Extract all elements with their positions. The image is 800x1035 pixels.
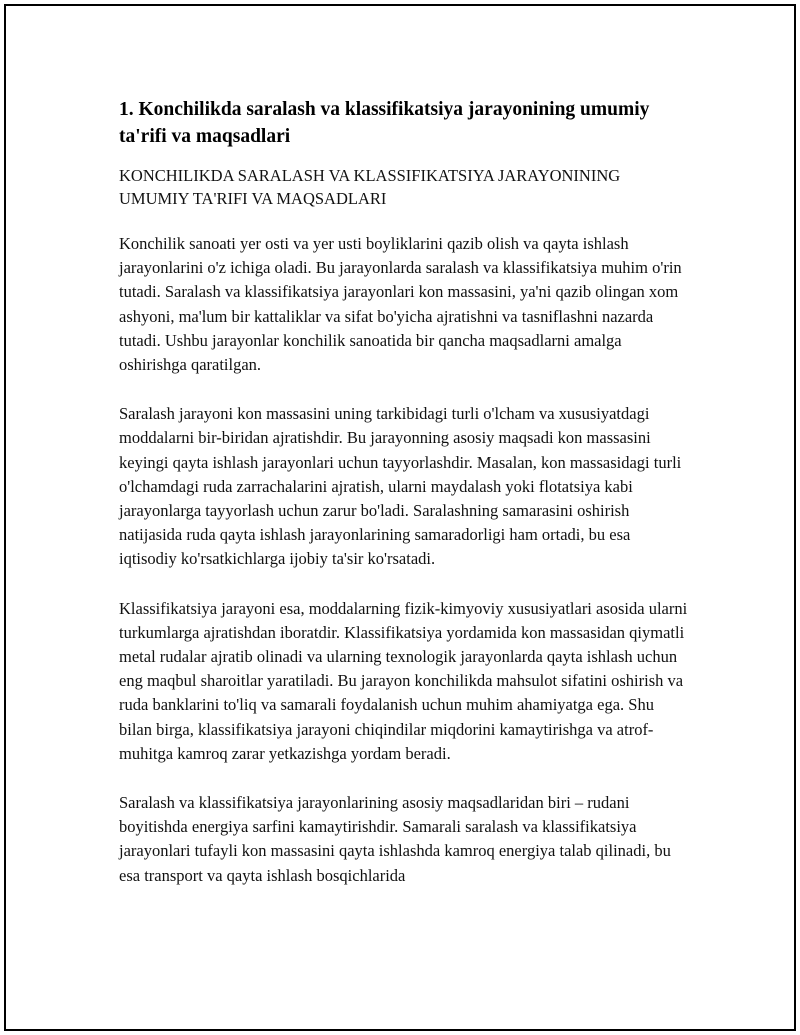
page-frame	[4, 4, 796, 1031]
paragraph-2: Saralash jarayoni kon massasini uning tarkibidagi turli o'lcham va xususiyatdagi moddalarni bir-biridan ajratishdir. Bu jarayonning asosiy maqsadi kon massasini keyingi qayta ishlash jarayonlari uchun tayyorlashdir. Masalan, kon massasidagi turli o'lchamdagi ruda zarrachalarini ajratish, ularni maydalash yoki flotatsiya kabi jarayonlarga tayyorlash uchun zarur bo'ladi. Saralashning samarasini oshirish natijasida ruda qayta ishlash jarayonlarining samaradorligi ham ortadi, bu esa iqtisodiy ko'rsatkichlarga ijobiy ta'sir ko'rsatadi.	[119, 404, 682, 569]
paragraph-1: Konchilik sanoati yer osti va yer usti boyliklarini qazib olish va qayta ishlash jarayonlarini o'z ichiga oladi. Bu jarayonlarda saralash va klassifikatsiya muhim o'rin tutadi. Saralash va klassifikatsiya jarayonlari kon massasini, ya'ni qazib olingan xom ashyoni, ma'lum bir kattaliklar va sifat bo'yicha ajratishni va tasniflashni nazarda tutadi. Ushbu jarayonlar konchilik sanoatida bir qancha maqsadlarni amalga oshirishga qaratilgan.	[119, 234, 682, 375]
document-heading: 1. Konchilikda saralash va klassifikatsiya jarayonining umumiy ta'rifi va maqsadlari	[119, 99, 650, 147]
document-subheading: KONCHILIKDA SARALASH VA KLASSIFIKATSIYA JARAYONINING UMUMIY TA'RIFI VA MAQSADLARI	[119, 166, 621, 208]
paragraph-4: Saralash va klassifikatsiya jarayonlarining asosiy maqsadlaridan biri – rudani boyitishda energiya sarfini kamaytirishdir. Samarali saralash va klassifikatsiya jarayonlari tufayli kon massasini qayta ishlashda kamroq energiya talab qilinadi, bu esa transport va qayta ishlash bosqichlarida	[119, 793, 671, 885]
paragraph-3: Klassifikatsiya jarayoni esa, moddalarning fizik-kimyoviy xususiyatlari asosida ularni turkumlarga ajratishdan iboratdir. Klassifikatsiya yordamida kon massasidan qiymatli metal rudalar ajratib olinadi va ularning texnologik jarayonlarda qayta ishlash uchun eng maqbul sharoitlar yaratiladi. Bu jarayon konchilikda mahsulot sifatini oshirish va ruda banklarini to'liq va samarali foydalanish uchun muhim ahamiyatga ega. Shu bilan birga, klassifikatsiya jarayoni chiqindilar miqdorini kamaytirishga va atrof-muhitga kamroq zarar yetkazishga yordam beradi.	[119, 598, 688, 763]
document-body	[119, 96, 689, 913]
